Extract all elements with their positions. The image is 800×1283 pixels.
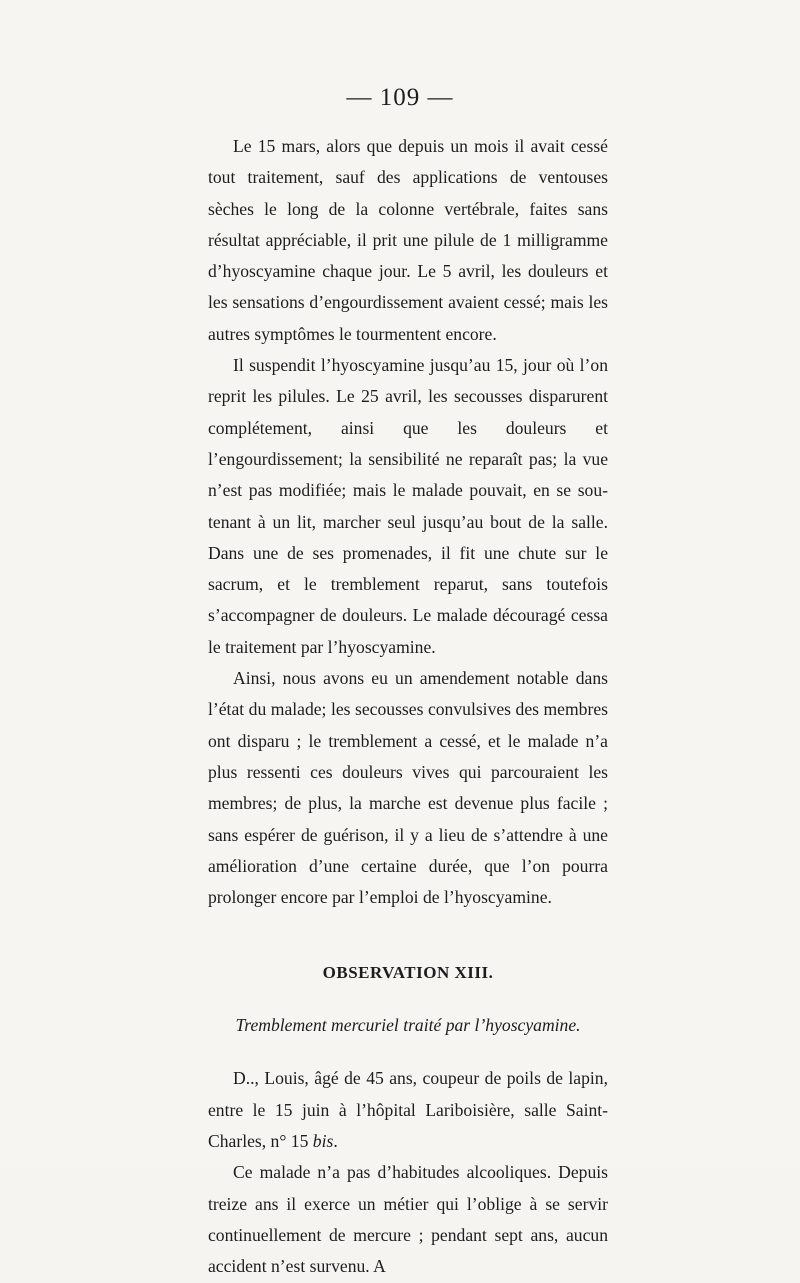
paragraph-patient-intro xyxy=(208,1063,608,1157)
paragraph-treatment-april: Il suspendit l’hyoscyamine jusqu’au 15, jour où l’on reprit les pilules. Le 25 avril, les secousses disparurent complétement, ainsi que les douleurs et l’engourdissement; la sensibilité ne reparaît pas; la vue n’est pas modifiée; mais le malade pouvait, en se soutenant à un lit, marcher seul jusqu’au bout de la salle. Dans une de ses promenades, il fit une chute sur le sacrum, et le tremblement reparut, sans toutefois s’accompagner de douleurs. Le malade découragé cessa le traitement par l’hyoscyamine. xyxy=(208,355,608,657)
observation-heading: OBSERVATION XIII. xyxy=(322,963,494,983)
paragraph-treatment-march: Le 15 mars, alors que depuis un mois il avait cessé tout traitement, sauf des applications de ventouses sèches le long de la colonne vertébrale, faites sans résultat appréciable, il prit une pilule de 1 milligramme d’hyoscyamine chaque jour. Le 5 avril, les douleurs et les sensations d’engourdissement avaient cessé; mais les autres symptômes le tourmentent encore. xyxy=(208,136,608,344)
patient-intro-text: D.., Louis, âgé de 45 ans, coupeur de poils de lapin, entre le 15 juin à l’hôpital Lariboisière, salle Saint-Charles, n° 15 xyxy=(208,1068,608,1152)
paragraph-patient-history: Ce malade n’a pas d’habitudes alcooliques. Depuis treize ans il exerce un métier qui l’oblige à se servir continuellement de mercure ; pendant sept ans, aucun accident n’est survenu. A xyxy=(208,1162,608,1277)
observation-subtitle: Tremblement mercuriel traité par l’hyoscyamine. xyxy=(235,1015,581,1036)
page-number: — 109 — xyxy=(346,84,454,111)
patient-intro-end: . xyxy=(333,1131,338,1152)
body-text xyxy=(208,131,608,1283)
patient-bed-suffix: bis xyxy=(312,1131,334,1152)
paragraph-summary: Ainsi, nous avons eu un amendement notable dans l’état du malade; les secousses convulsives des membres ont disparu ; le tremblement a cessé, et le malade n’a plus ressenti ces douleurs vives qui parcouraient les membres; de plus, la marche est devenue plus facile ; sans espérer de guérison, il y a lieu de s’attendre à une amélioration d’une certaine durée, que l’on pourra prolonger encore par l’emploi de l’hyoscyamine. xyxy=(208,668,608,908)
